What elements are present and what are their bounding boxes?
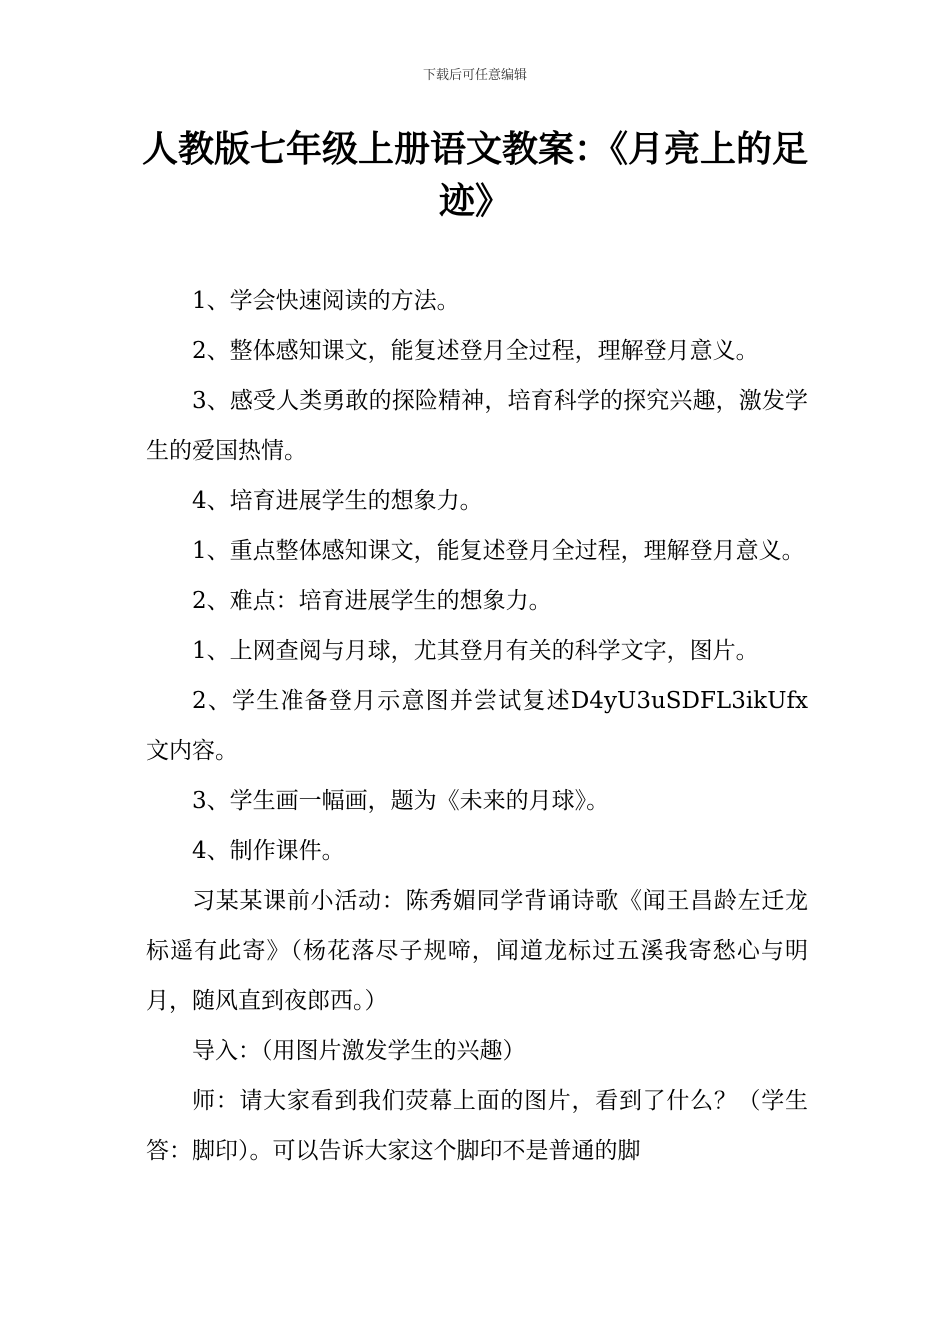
document-title: 人教版七年级上册语文教案：《月亮上的足迹》 — [141, 129, 808, 222]
paragraph: 2、难点：培育进展学生的想象力。 — [192, 588, 552, 614]
paragraph: 习某某课前小活动：陈秀媚同学背诵诗歌《闻王昌龄左迁龙标遥有此寄》（杨花落尽子规啼，闻道龙标过五溪我寄愁心与明月，随风直到夜郎西。） — [146, 888, 808, 1014]
paragraph: 4、制作课件。 — [192, 838, 345, 864]
paragraph: 2、整体感知课文，能复述登月全过程，理解登月意义。 — [192, 338, 759, 364]
paragraph: 4、培育进展学生的想象力。 — [192, 488, 483, 514]
document-body — [146, 276, 808, 1176]
header-note: 下载后可任意编辑 — [422, 68, 527, 83]
paragraph: 1、重点整体感知课文，能复述登月全过程，理解登月意义。 — [192, 538, 805, 564]
paragraph: 1、学会快速阅读的方法。 — [192, 288, 460, 314]
paragraph: 2、学生准备登月示意图并尝试复述D4yU3uSDFL3ikUfx文内容。 — [146, 688, 808, 764]
paragraph: 1、上网查阅与月球，尤其登月有关的科学文字，图片。 — [192, 638, 759, 664]
paragraph: 导入：（用图片激发学生的兴趣） — [192, 1038, 526, 1064]
paragraph: 3、感受人类勇敢的探险精神，培育科学的探究兴趣，激发学生的爱国热情。 — [146, 388, 808, 464]
paragraph: 3、学生画一幅画，题为《未来的月球》。 — [192, 788, 610, 814]
paragraph: 师：请大家看到我们荧幕上面的图片，看到了什么？（学生答：脚印）。可以告诉大家这个脚印不是普通的脚 — [146, 1088, 808, 1164]
